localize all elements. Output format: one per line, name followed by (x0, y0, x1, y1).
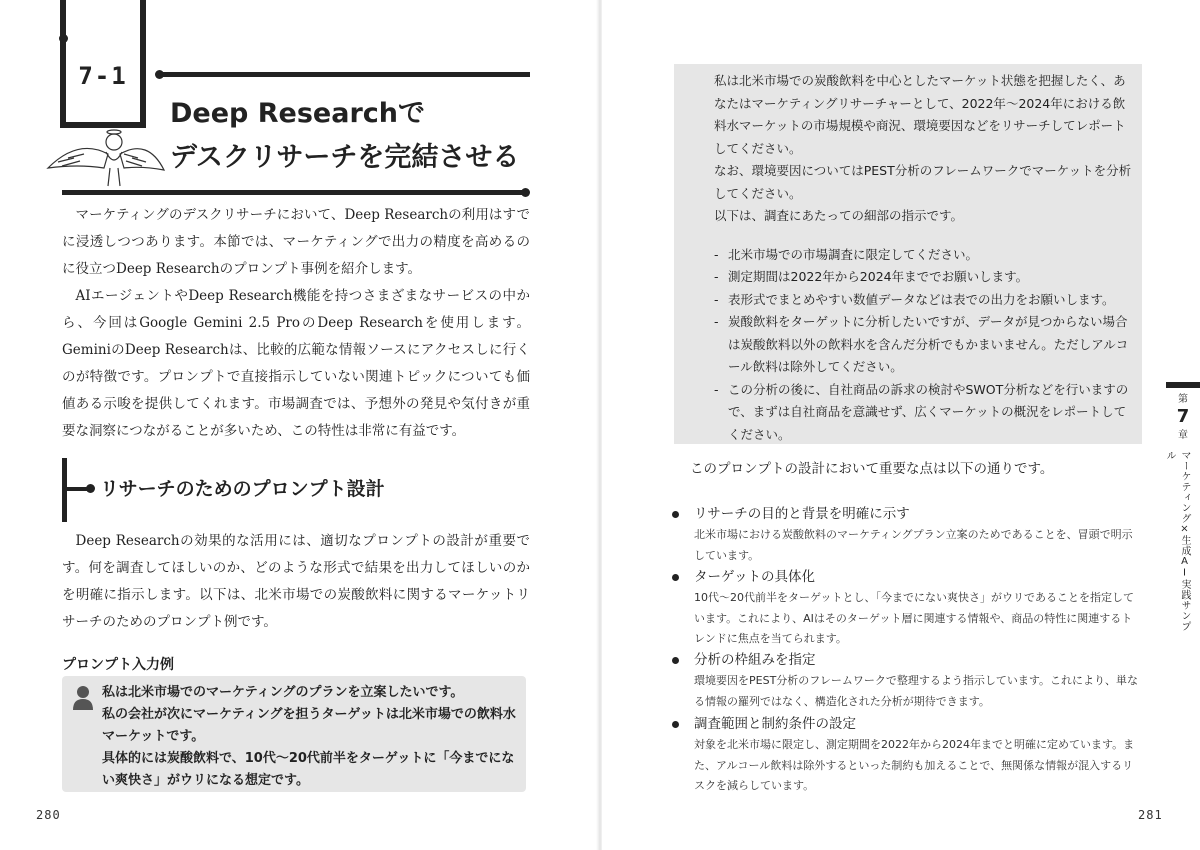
title-bottom-rule (62, 190, 526, 195)
side-tab-label-top: 第 (1178, 394, 1188, 405)
point-bullet-icon (672, 657, 679, 664)
prompt-line-3: 具体的には炭酸飲料で、10代〜20代前半をターゲットに「今までにない爽快さ」がウリになる想定です。 (102, 751, 515, 788)
side-tab-chapter-number: 7 (1176, 406, 1190, 427)
point-item (672, 566, 1142, 650)
prompt-paragraph-1: 私は北米市場での炭酸飲料を中心としたマーケット状態を把握したく、あなたはマーケティングリサーチャーとして、2022年〜2024年における飲料水マーケットの市場規模や商況、環境要因などをリサーチしてレポートしてください。 (714, 73, 1126, 156)
point-bullet-icon (672, 721, 679, 728)
intro-paragraph-1: マーケティングのデスクリサーチにおいて、Deep Researchの利用はすでに浸透しつつあります。本節では、マーケティングで出力の精度を高めるのに役立つDeep Researchのプロンプト事例を紹介します。 (62, 207, 530, 277)
design-text (62, 528, 530, 636)
section-number-box (60, 0, 146, 128)
intro-paragraph-2: AIエージェントやDeep Research機能を持つさまざまなサービスの中から、今回はGoogle Gemini 2.5 ProのDeep Researchを使用します。GeminiのDeep Researchは、比較的広範な情報ソースにアクセスしに行くのが特徴です。プロンプトで直接指示していない関連トピックについても価値ある示唆を提供してくれます。市場調査では、予想外の発見や気付きが重要な洞察につながることが多いため、この特性は非常に有益です。 (62, 288, 530, 439)
point-title: ターゲットの具体化 (694, 569, 815, 585)
section-number: 7-1 (78, 62, 128, 90)
side-tab-label-bottom: 章 (1178, 430, 1188, 441)
chapter-side-tab (1166, 382, 1200, 640)
point-item (672, 649, 1142, 712)
side-tab-chapter-title: マーケティング×生成AI実践サンプル (1164, 450, 1190, 632)
point-item (672, 503, 1142, 566)
title-line-2: デスクリサーチを完結させる (170, 142, 520, 173)
prompt-bullet: - 炭酸飲料をターゲットに分析したいですが、データが見つからない場合は炭酸飲料以外の飲料水を含んだ分析でもかまいません。ただしアルコール飲料は除外してください。 (714, 311, 1132, 379)
prompt-bullet: - 表形式でまとめやすい数値データなどは表での出力をお願いします。 (714, 289, 1132, 312)
point-description: 10代〜20代前半をターゲットとし、「今までにない爽快さ」がウリであることを指定しています。これにより、AIはそのターゲット層に関連する情報や、商品の特性に関連するトレンドに焦点を当てられます。 (694, 591, 1135, 645)
prompt-label: プロンプト入力例 (62, 657, 174, 673)
prompt-box (62, 676, 526, 792)
right-page (602, 0, 1200, 850)
page-number-right: 281 (1138, 808, 1163, 822)
title-bottom-dot (521, 188, 530, 197)
prompt-bullet: - この分析の後に、自社商品の訴求の検討やSWOT分析などを行いますので、まずは自社商品を意識せず、広くマーケットの概況をレポートしてください。 (714, 379, 1132, 447)
prompt-bullet: - 北米市場での市場調査に限定してください。 (714, 244, 1132, 267)
point-description: 北米市場における炭酸飲料のマーケティングプラン立案のためであることを、冒頭で明示しています。 (694, 528, 1133, 562)
user-icon (72, 684, 94, 710)
section-dot (59, 34, 68, 43)
title-top-rule (160, 72, 530, 77)
prompt-bullet: - 測定期間は2022年から2024年まででお願いします。 (714, 266, 1132, 289)
prompt-line-1: 私は北米市場でのマーケティングのプランを立案したいです。 (102, 685, 464, 700)
page-number-left: 280 (36, 808, 61, 822)
subheading-tick (62, 487, 88, 491)
chapter-title (170, 92, 570, 180)
points-intro: このプロンプトの設計において重要な点は以下の通りです。 (690, 461, 1054, 477)
point-bullet-icon (672, 574, 679, 581)
point-description: 対象を北米市場に限定し、測定期間を2022年から2024年までと明確に定めています。また、アルコール飲料は除外するといった制約も加えることで、無関係な情報が混入するリスクを減らしています。 (694, 738, 1135, 792)
title-line-1: Deep Researchで (170, 98, 426, 129)
point-title: 分析の枠組みを指定 (694, 652, 816, 668)
prompt-bullet-list (714, 244, 1132, 447)
point-item (672, 713, 1142, 797)
design-paragraph: Deep Researchの効果的な活用には、適切なプロンプトの設計が重要です。何を調査してほしいのか、どのような形式で結果を出力してほしいのかを明確に指示します。以下は、北米市場での炭酸飲料に関するマーケットリサーチのためのプロンプト例です。 (62, 533, 530, 630)
prompt-paragraph-2: なお、環境要因についてはPEST分析のフレームワークでマーケットを分析してください。 (714, 163, 1132, 201)
point-bullet-icon (672, 511, 679, 518)
point-title: リサーチの目的と背景を明確に示す (694, 506, 910, 522)
intro-text (62, 202, 530, 445)
point-description: 環境要因をPEST分析のフレームワークで整理するよう指示しています。これにより、単なる情報の羅列ではなく、構造化された分析が期待できます。 (694, 674, 1138, 708)
subheading-dot (86, 484, 95, 493)
point-title: 調査範囲と制約条件の設定 (694, 716, 856, 732)
prompt-paragraph-3: 以下は、調査にあたっての細部の指示です。 (714, 208, 964, 223)
prompt-continuation-box (674, 64, 1142, 444)
left-page (0, 0, 598, 850)
prompt-line-2: 私の会社が次にマーケティングを担うターゲットは北米市場での飲料水マーケットです。 (102, 707, 516, 744)
title-top-dot (155, 70, 164, 79)
angel-illustration-icon (38, 128, 168, 192)
subheading: リサーチのためのプロンプト設計 (100, 478, 385, 500)
